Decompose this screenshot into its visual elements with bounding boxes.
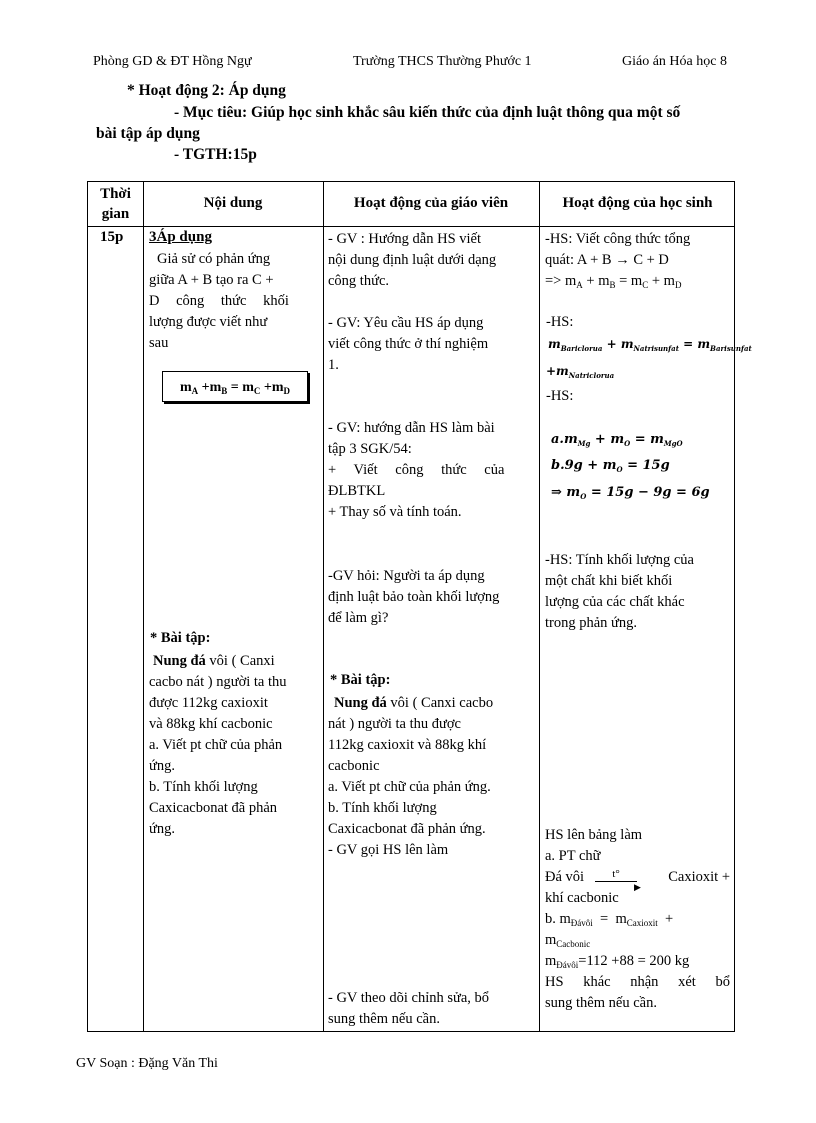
student-activity-5: HS lên bảng làm a. PT chữ Đá vôi t° ▶ Caxioxit + khí cacbonic b. $m_{Đávôi} = m_{Caxioxit}$ + $m_{Cacbonic}$ $m_{Đávôi}=112 +88 = 200$ kg HS khác nhận xét bổ sung thêm nếu cần. bbox=[545, 827, 730, 1011]
student-equation-2b: $+m_{Natriclorua}$ bbox=[546, 364, 615, 380]
col-divider bbox=[539, 182, 540, 1031]
formula-box: $m_A +m_B = m_C +m_D$ bbox=[162, 371, 308, 402]
goal-line1: - Mục tiêu: Giúp học sinh khắc sâu kiến thức của định luật thông qua một số bbox=[174, 104, 681, 121]
time-value: 15p bbox=[100, 229, 124, 245]
footer-author: GV Soạn : Đặng Văn Thi bbox=[76, 1056, 218, 1071]
student-activity-1: -HS: Viết công thức tổng quát: A + B → C + D => $m_A + m_B = m_C + m_D$ bbox=[545, 231, 691, 290]
header-content: Nội dung bbox=[203, 195, 263, 211]
header-teacher: Hoạt động của giáo viên bbox=[353, 195, 509, 211]
student-equation-2: $m_{Bariclorua} + m_{Natrisunfat} = m_{Barisunfat}$ bbox=[548, 337, 752, 353]
teacher-exercise-title: * Bài tập: bbox=[330, 672, 391, 688]
content-exercise-title: * Bài tập: bbox=[150, 630, 211, 646]
content-exercise: Nung đá vôi ( Canxi cacbo nát ) người ta thu được 112kg caxioxit và 88kg khí cacbonic a. Viết pt chữ của phản ứng. b. Tính khối lượng Caxicacbonat đã phản ứng. bbox=[149, 653, 287, 837]
content-title: 3Áp dụng bbox=[149, 229, 212, 245]
student-equation-3b: $b.9g + m_O = 15g$ bbox=[551, 458, 670, 474]
teacher-activity-3: - GV: hướng dẫn HS làm bài tập 3 SGK/54: + Viết công thức của ĐLBTKL + Thay số và tính toán. bbox=[328, 420, 505, 520]
student-label-2: -HS: bbox=[546, 314, 574, 330]
student-equation-3a: $a.m_{Mg} + m_O = m_{MgO}$ bbox=[551, 432, 683, 448]
header-time: Thời gian bbox=[100, 186, 131, 222]
goal-line2: bài tập áp dụng bbox=[96, 125, 200, 142]
teacher-activity-1: - GV : Hướng dẫn HS viết nội dung định luật dưới dạng công thức. bbox=[328, 231, 497, 289]
header-divider bbox=[88, 226, 734, 227]
student-label-3: -HS: bbox=[546, 388, 574, 404]
col-divider bbox=[323, 182, 324, 1031]
time-allotted: - TGTH:15p bbox=[174, 146, 257, 163]
header-left: Phòng GD & ĐT Hồng Ngự bbox=[93, 54, 252, 69]
reaction-arrow: t° bbox=[595, 867, 637, 882]
teacher-exercise: Nung đá vôi ( Canxi cacbo nát ) người ta thu được 112kg caxioxit và 88kg khí cacbonic a. Viết pt chữ của phản ứng. b. Tính khối lượng Caxicacbonat đã phản ứng. - GV gọi HS lên làm bbox=[328, 695, 494, 858]
student-equation-3c: ⇒ $m_O = 15g - 9g = 6g$ bbox=[551, 485, 710, 501]
header-right: Giáo án Hóa học 8 bbox=[622, 54, 727, 69]
teacher-activity-2: - GV: Yêu cầu HS áp dụng viết công thức ở thí nghiệm 1. bbox=[328, 315, 489, 373]
activity-heading: * Hoạt động 2: Áp dụng bbox=[127, 82, 286, 99]
header-center: Trường THCS Thường Phước 1 bbox=[353, 54, 532, 69]
col-divider bbox=[143, 182, 144, 1031]
student-activity-4: -HS: Tính khối lượng của một chất khi biết khối lượng của các chất khác trong phản ứng. bbox=[545, 552, 694, 631]
teacher-activity-4: -GV hỏi: Người ta áp dụng định luật bảo toàn khối lượng để làm gì? bbox=[328, 568, 500, 626]
content-paragraph: Giả sử có phản ứng giữa A + B tạo ra C + D công thức khối lượng được viết như sau bbox=[149, 251, 289, 351]
arrow-head: ▶ bbox=[634, 882, 641, 892]
teacher-activity-5: - GV theo dõi chỉnh sửa, bổ sung thêm nếu cần. bbox=[328, 990, 490, 1027]
header-student: Hoạt động của học sinh bbox=[562, 195, 713, 211]
